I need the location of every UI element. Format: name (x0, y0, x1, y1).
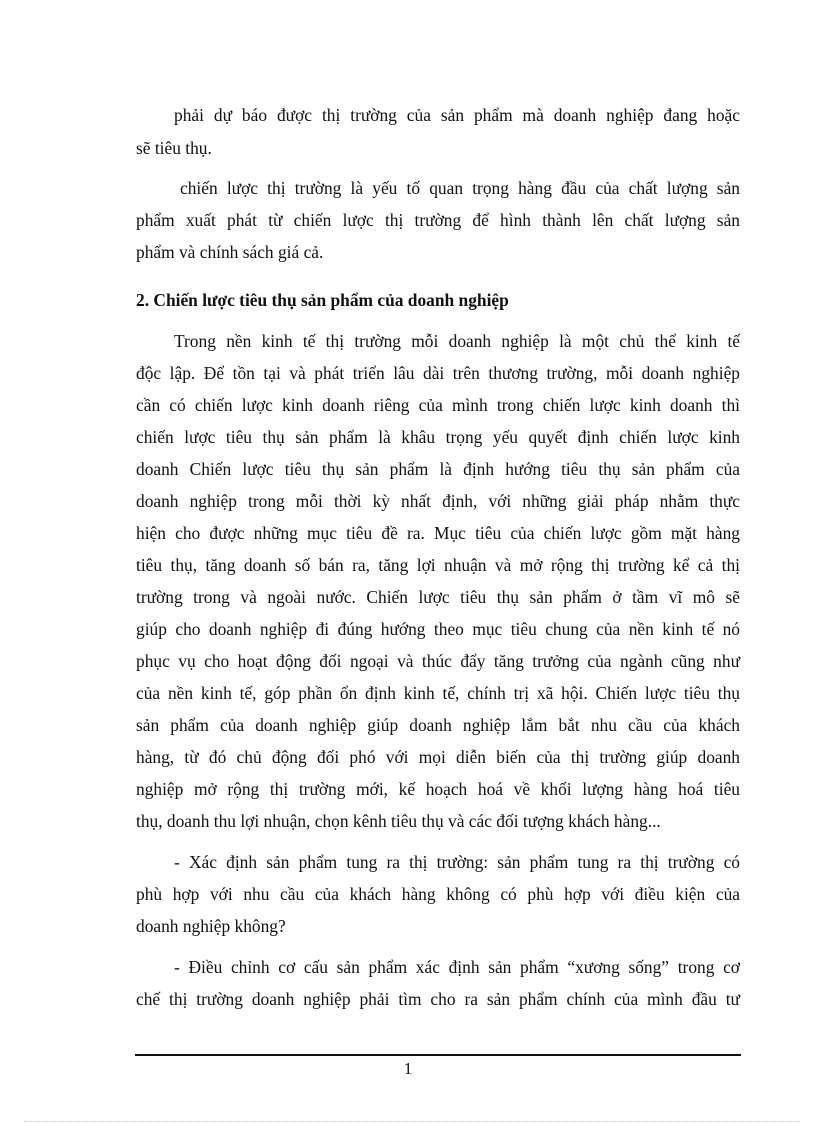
body-line: hiện cho được những mục tiêu đề ra. Mục tiêu của chiến lược gồm mặt hàng (136, 523, 740, 543)
body-line: doanh Chiến lược tiêu thụ sản phẩm là định hướng tiêu thụ sản phẩm của (136, 459, 740, 479)
section-heading: 2. Chiến lược tiêu thụ sản phẩm của doanh nghiệp (136, 290, 509, 310)
body-line: của nền kinh tế, góp phần ổn định kinh tế, chính trị xã hội. Chiến lược tiêu thụ (136, 683, 740, 703)
body-line: độc lập. Để tồn tại và phát triển lâu dài trên thương trường, mỗi doanh nghiệp (136, 363, 740, 383)
body-line: chế thị trường doanh nghiệp phải tìm cho ra sản phẩm chính của mình đầu tư (136, 989, 740, 1009)
body-line: hàng, từ đó chủ động đối phó với mọi diễn biến của thị trường giúp doanh (136, 747, 740, 767)
body-line: sản phẩm của doanh nghiệp giúp doanh nghiệp lắm bắt nhu cầu của khách (136, 715, 740, 735)
body-line: Trong nền kinh tế thị trường mỗi doanh nghiệp là một chủ thể kinh tế (174, 331, 740, 351)
body-line: cần có chiến lược kinh doanh riêng của mình trong chiến lược kinh doanh thì (136, 395, 740, 415)
body-line: thụ, doanh thu lợi nhuận, chọn kênh tiêu thụ và các đối tượng khách hàng... (136, 811, 661, 831)
body-line: doanh nghiệp không? (136, 916, 286, 936)
body-line: - Xác định sản phẩm tung ra thị trường: sản phẩm tung ra thị trường có (174, 852, 740, 872)
footer-rule (135, 1054, 741, 1056)
body-line: - Điều chỉnh cơ cấu sản phẩm xác định sản phẩm “xương sống” trong cơ (174, 957, 740, 977)
body-line: chiến lược thị trường là yếu tố quan trọng hàng đầu của chất lượng sản (180, 178, 740, 198)
page-edge-divider (24, 1121, 800, 1122)
body-line: phục vụ cho hoạt động đối ngoại và thúc đẩy tăng trưởng của ngành cũng như (136, 651, 740, 671)
body-line: nghiệp mở rộng thị trường mới, kế hoạch hoá về khối lượng hàng hoá tiêu (136, 779, 740, 799)
page-number: 1 (403, 1059, 413, 1078)
body-line: trường trong và ngoài nước. Chiến lược tiêu thụ sản phẩm ở tầm vĩ mô sẽ (136, 587, 740, 607)
body-line: phù hợp với nhu cầu của khách hàng không có phù hợp với điều kiện của (136, 884, 740, 904)
body-line: tiêu thụ, tăng doanh số bán ra, tăng lợi nhuận và mở rộng thị trường kể cả thị (136, 555, 740, 575)
body-line: phẩm và chính sách giá cả. (136, 242, 324, 262)
body-line: chiến lược tiêu thụ sản phẩm là khâu trọng yếu quyết định chiến lược kinh (136, 427, 740, 447)
body-line: doanh nghiệp trong mỗi thời kỳ nhất định, với những giải pháp nhằm thực (136, 491, 740, 511)
body-line: giúp cho doanh nghiệp đi đúng hướng theo mục tiêu chung của nền kinh tế nó (136, 619, 740, 639)
body-line: phẩm xuất phát từ chiến lược thị trường để hình thành lên chất lượng sản (136, 210, 740, 230)
body-line: phải dự báo được thị trường của sản phẩm mà doanh nghiệp đang hoặc (174, 105, 740, 125)
body-line: sẽ tiêu thụ. (136, 138, 212, 158)
